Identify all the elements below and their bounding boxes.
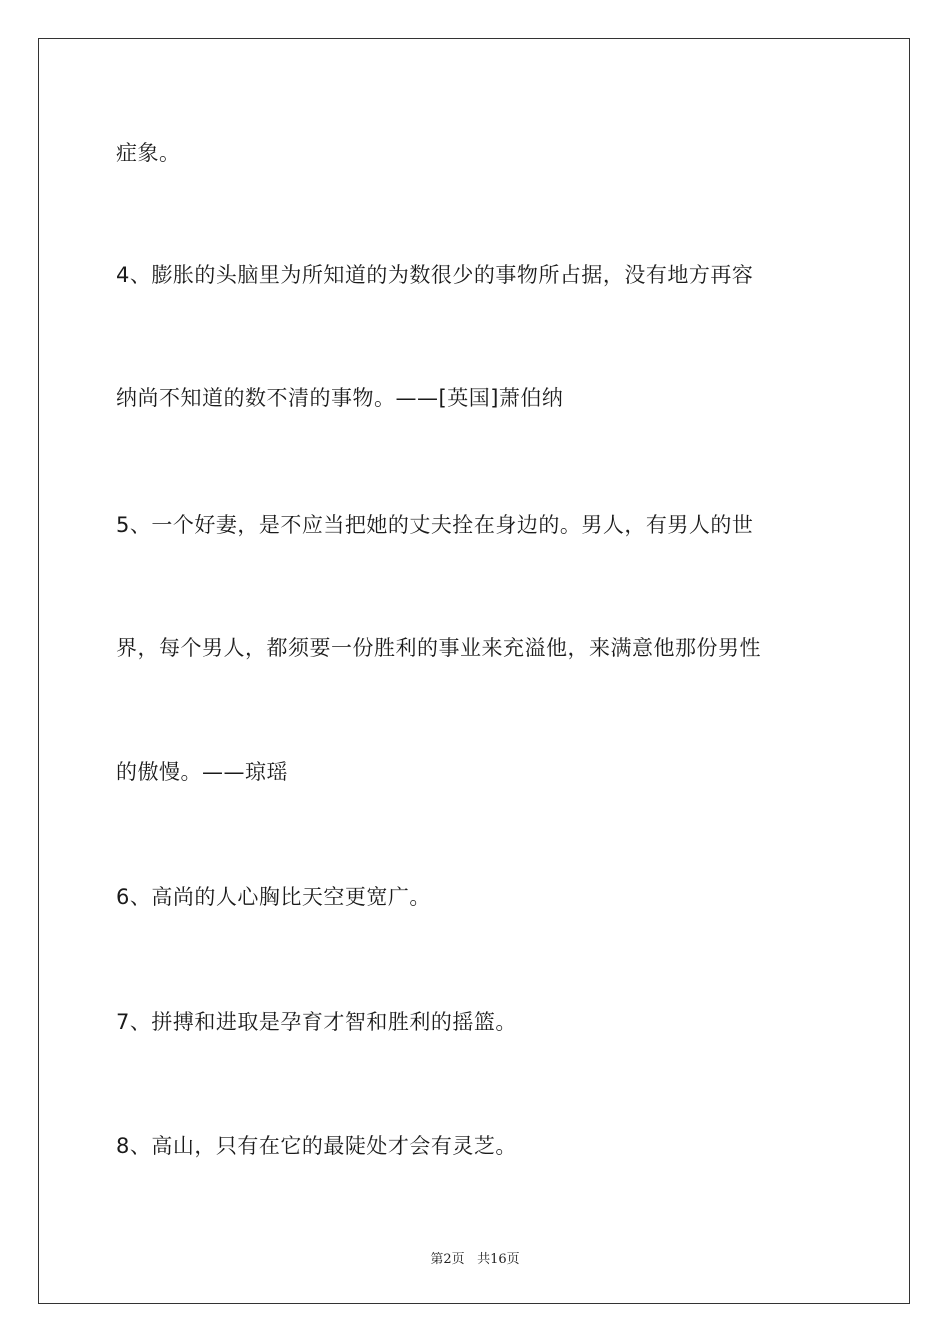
text-line: 纳尚不知道的数不清的事物。——[英国]萧伯纳 (116, 386, 564, 410)
text-line: 界，每个男人，都须要一份胜利的事业来充溢他，来满意他那份男性 (116, 636, 761, 660)
total-pages: 共16页 (477, 1252, 520, 1267)
page-border (38, 38, 910, 1304)
text-line: 6、高尚的人心胸比天空更宽广。 (116, 885, 431, 909)
text-line: 5、一个好妻，是不应当把她的丈夫拴在身边的。男人，有男人的世 (116, 513, 754, 537)
text-line: 7、拼搏和进取是孕育才智和胜利的摇篮。 (116, 1010, 517, 1034)
page-number: 第2页 (430, 1252, 465, 1267)
text-line: 症象。 (116, 141, 181, 165)
text-line: 的傲慢。——琼瑶 (116, 760, 288, 784)
text-line: 4、膨胀的头脑里为所知道的为数很少的事物所占据，没有地方再容 (116, 263, 754, 287)
page-footer (0, 1248, 950, 1267)
text-line: 8、高山，只有在它的最陡处才会有灵芝。 (116, 1134, 517, 1158)
